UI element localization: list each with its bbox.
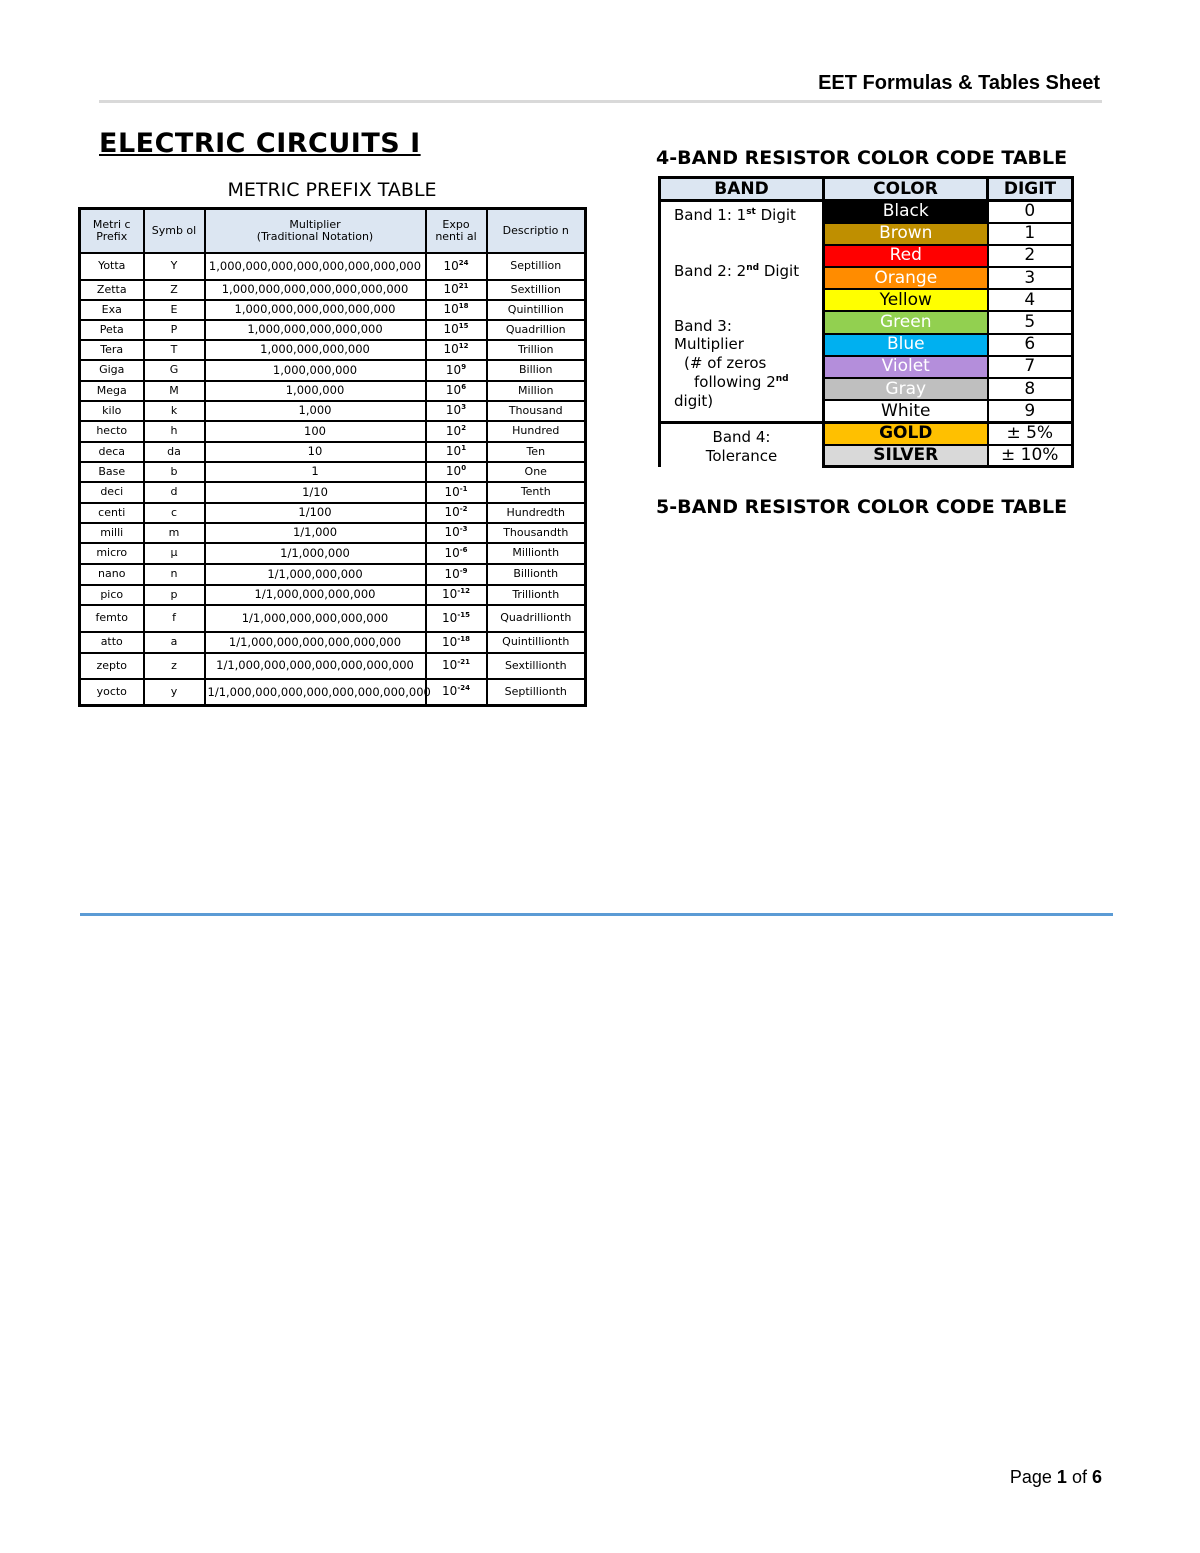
symbol-cell: z [144,653,205,679]
exponent-power: 6 [461,383,467,392]
description-cell: Billionth [487,564,586,585]
prefix-table-row [80,381,586,401]
multiplier-cell: 1/1,000,000,000,000,000 [205,605,426,632]
prefix-cell: Peta [80,320,144,340]
exponent-power: -15 [457,610,470,619]
prefix-cell: pico [80,585,144,605]
multiplier-cell: 1/1,000,000,000,000 [205,585,426,605]
description-cell: Trillion [487,340,586,360]
description-cell: Thousandth [487,523,586,543]
four-band-color-table [658,176,1074,468]
exponent-power: -18 [457,634,470,643]
four-band-caption: 4-BAND RESISTOR COLOR CODE TABLE [656,147,1068,169]
band1-label [674,206,822,225]
prefix-table-row [80,421,586,442]
band-gap [674,225,822,262]
exponent-base: 10 [445,464,462,479]
symbol-cell: m [144,523,205,543]
exponent-cell [426,605,487,632]
col-header-exponential: Expo nenti al [426,209,487,253]
symbol-cell: T [144,340,205,360]
exponent-base: 10 [442,610,458,625]
symbol-cell: c [144,503,205,523]
prefix-cell: Zetta [80,280,144,300]
exponent-base: 10 [443,302,459,317]
exponent-base: 10 [443,342,459,357]
prefix-table-row [80,585,586,605]
symbol-cell: Z [144,280,205,300]
digit-cell: 6 [988,334,1073,356]
tolerance-value: ± 10% [988,445,1073,467]
band2-label [674,262,822,281]
description-cell: Quintillion [487,300,586,320]
color-swatch-blue: Blue [824,334,988,356]
band1-suffix: Digit [755,206,796,224]
tolerance-value: ± 5% [988,422,1073,444]
description-cell: Quadrillionth [487,605,586,632]
exponent-power: -21 [457,658,470,667]
prefix-table-row [80,280,586,300]
color-swatch-yellow: Yellow [824,289,988,311]
exponent-base: 10 [443,322,459,337]
page-label: Page [1009,1467,1052,1487]
prefix-table-row [80,320,586,340]
exponent-base: 10 [442,587,458,602]
prefix-cell: femto [80,605,144,632]
band3-line1: Band 3: [674,316,732,335]
digit-cell: 3 [988,267,1073,289]
tolerance-swatch-silver: SILVER [824,445,988,467]
color-swatch-orange: Orange [824,267,988,289]
multiplier-cell: 1,000,000,000,000,000,000,000,000 [205,253,426,280]
of-label: of [1071,1467,1087,1487]
prefix-table-row [80,253,586,280]
exponent-cell [426,632,487,653]
symbol-cell: d [144,482,205,503]
band3-line4 [674,373,822,392]
exponent-power: -6 [459,545,468,554]
exponent-cell [426,421,487,442]
exponent-base: 10 [443,258,459,273]
color-swatch-black: Black [824,201,988,223]
description-cell: Ten [487,442,586,462]
exponent-cell [426,253,487,280]
exponent-base: 10 [444,505,460,520]
description-cell: Quadrillion [487,320,586,340]
prefix-table-row [80,523,586,543]
symbol-cell: da [144,442,205,462]
symbol-cell: h [144,421,205,442]
digit-cell: 0 [988,201,1073,223]
prefix-cell: zepto [80,653,144,679]
col-header-multiplier [205,209,426,253]
prefix-table-row [80,632,586,653]
page-total: 6 [1091,1467,1102,1487]
multiplier-cell: 1,000 [205,401,426,421]
band4-line1: Band 4: [712,427,771,446]
exponent-base: 10 [444,484,460,499]
multiplier-cell: 1/1,000,000 [205,543,426,564]
multiplier-cell: 1/1,000,000,000 [205,564,426,585]
prefix-cell: Exa [80,300,144,320]
band-gap [674,281,822,317]
prefix-cell: milli [80,523,144,543]
exponent-base: 10 [445,403,462,418]
prefix-table-row [80,653,586,679]
exponent-cell [426,340,487,360]
exponent-base: 10 [445,423,462,438]
multiplier-header-sub: (Traditional Notation) [256,229,374,243]
exponent-power: -12 [457,587,470,596]
digit-cell: 7 [988,356,1073,378]
exponent-power: -9 [459,566,468,575]
multiplier-cell: 1/1,000,000,000,000,000,000 [205,632,426,653]
color-swatch-gray: Gray [824,378,988,400]
multiplier-cell: 10 [205,442,426,462]
description-cell: Billion [487,360,586,381]
band2-text: Band 2: 2 [674,261,747,280]
color-swatch-red: Red [824,245,988,267]
prefix-table-row [80,401,586,421]
prefix-cell: Base [80,462,144,482]
exponent-power: 0 [461,464,467,473]
page-footer [1010,1467,1102,1488]
symbol-cell: P [144,320,205,340]
exponent-cell [426,503,487,523]
description-cell: Sextillion [487,280,586,300]
band3-line4-sup: nd [775,373,789,384]
multiplier-cell: 1/1,000,000,000,000,000,000,000,000 [205,679,426,706]
col-header-color: COLOR [824,178,988,201]
multiplier-cell: 1,000,000,000 [205,360,426,381]
color-swatch-brown: Brown [824,223,988,245]
exponent-power: -3 [459,525,468,534]
tolerance-row [660,422,1073,444]
col-header-prefix: Metri c Prefix [80,209,144,253]
exponent-base: 10 [442,658,458,673]
prefix-table-row [80,300,586,320]
main-heading: ELECTRIC CIRCUITS I [99,128,421,159]
exponent-base: 10 [445,383,462,398]
prefix-table-row [80,462,586,482]
symbol-cell: b [144,462,205,482]
prefix-table-caption: METRIC PREFIX TABLE [227,179,437,201]
prefix-table-row [80,360,586,381]
multiplier-cell: 1/100 [205,503,426,523]
section-divider [80,913,1113,916]
symbol-cell: Y [144,253,205,280]
band3-line3: (# of zeros [684,354,767,372]
description-cell: Quintillionth [487,632,586,653]
prefix-table-row [80,340,586,360]
digit-cell: 9 [988,400,1073,422]
color-row [660,201,1073,223]
tolerance-description-cell [660,422,824,466]
exponent-cell [426,300,487,320]
exponent-power: -2 [459,505,468,514]
prefix-cell: nano [80,564,144,585]
exponent-power: 15 [458,322,469,331]
multiplier-cell: 1,000,000,000,000,000 [205,320,426,340]
exponent-base: 10 [444,566,460,581]
exponent-base: 10 [445,362,462,377]
multiplier-header-label: Multiplier [289,218,341,232]
exponent-cell [426,653,487,679]
band4-line2: Tolerance [705,446,778,465]
multiplier-cell: 1 [205,462,426,482]
exponent-power: 2 [461,423,467,432]
col-header-symbol: Symb ol [144,209,205,253]
exponent-cell [426,679,487,706]
exponent-base: 10 [443,282,459,297]
exponent-cell [426,482,487,503]
color-table-header-row [660,178,1073,201]
prefix-table-header-row [80,209,586,253]
symbol-cell: M [144,381,205,401]
description-cell: Hundred [487,421,586,442]
description-cell: Septillion [487,253,586,280]
color-swatch-white: White [824,400,988,422]
prefix-table-row [80,564,586,585]
header-divider [99,100,1102,103]
prefix-table-row [80,442,586,462]
band3-line5: digit) [674,391,714,410]
exponent-cell [426,360,487,381]
exponent-power: -1 [459,484,468,493]
prefix-cell: yocto [80,679,144,706]
exponent-cell [426,280,487,300]
prefix-table-row [80,503,586,523]
prefix-cell: Giga [80,360,144,381]
exponent-base: 10 [444,525,460,540]
color-swatch-green: Green [824,311,988,333]
symbol-cell: a [144,632,205,653]
symbol-cell: k [144,401,205,421]
symbol-cell: n [144,564,205,585]
description-cell: Million [487,381,586,401]
exponent-cell [426,523,487,543]
multiplier-cell: 1/1,000,000,000,000,000,000,000 [205,653,426,679]
exponent-power: 1 [461,444,467,453]
exponent-cell [426,320,487,340]
exponent-cell [426,564,487,585]
exponent-power: 12 [458,342,469,351]
multiplier-cell: 1,000,000 [205,381,426,401]
digit-cell: 8 [988,378,1073,400]
description-cell: Septillionth [487,679,586,706]
symbol-cell: y [144,679,205,706]
exponent-power: 21 [458,282,469,291]
document-header-title: EET Formulas & Tables Sheet [818,72,1100,94]
prefix-cell: Tera [80,340,144,360]
exponent-base: 10 [444,545,460,560]
exponent-power: 9 [461,362,467,371]
multiplier-cell: 1,000,000,000,000 [205,340,426,360]
exponent-power: -24 [457,684,470,693]
prefix-table-row [80,679,586,706]
multiplier-cell: 1,000,000,000,000,000,000,000 [205,280,426,300]
prefix-cell: Yotta [80,253,144,280]
exponent-cell [426,543,487,564]
exponent-cell [426,585,487,605]
band2-sup: nd [746,262,760,273]
description-cell: Sextillionth [487,653,586,679]
symbol-cell: p [144,585,205,605]
symbol-cell: G [144,360,205,381]
prefix-cell: deci [80,482,144,503]
prefix-cell: hecto [80,421,144,442]
digit-cell: 2 [988,245,1073,267]
description-cell: Millionth [487,543,586,564]
symbol-cell: E [144,300,205,320]
band1-text: Band 1: 1 [674,206,747,224]
band1-sup: st [746,207,756,217]
multiplier-cell: 1/10 [205,482,426,503]
prefix-cell: kilo [80,401,144,421]
band3-line4-text: following 2 [694,372,776,391]
col-header-band: BAND [660,178,824,201]
digit-cell: 5 [988,311,1073,333]
description-cell: Thousand [487,401,586,421]
description-cell: Tenth [487,482,586,503]
exponent-base: 10 [442,684,458,699]
description-cell: Trillionth [487,585,586,605]
exponent-power: 24 [458,258,469,267]
description-cell: One [487,462,586,482]
multiplier-cell: 100 [205,421,426,442]
symbol-cell: μ [144,543,205,564]
five-band-caption: 5-BAND RESISTOR COLOR CODE TABLE [656,496,1068,518]
band3-line2: Multiplier [674,335,744,354]
exponent-power: 18 [458,302,469,311]
exponent-cell [426,442,487,462]
metric-prefix-table [78,207,587,707]
digit-cell: 1 [988,223,1073,245]
description-cell: Hundredth [487,503,586,523]
prefix-cell: Mega [80,381,144,401]
color-swatch-violet: Violet [824,356,988,378]
page-number: 1 [1056,1467,1067,1487]
exponent-cell [426,462,487,482]
exponent-base: 10 [442,634,458,649]
tolerance-swatch-gold: GOLD [824,422,988,444]
exponent-cell [426,381,487,401]
multiplier-cell: 1,000,000,000,000,000,000 [205,300,426,320]
band-description-cell [660,201,824,423]
col-header-digit: DIGIT [988,178,1073,201]
prefix-table-row [80,543,586,564]
prefix-cell: deca [80,442,144,462]
exponent-base: 10 [445,444,462,459]
exponent-power: 3 [461,403,467,412]
band2-suffix: Digit [759,261,800,280]
prefix-table-row [80,482,586,503]
multiplier-cell: 1/1,000 [205,523,426,543]
exponent-cell [426,401,487,421]
symbol-cell: f [144,605,205,632]
col-header-description: Descriptio n [487,209,586,253]
digit-cell: 4 [988,289,1073,311]
prefix-table-row [80,605,586,632]
prefix-cell: centi [80,503,144,523]
prefix-cell: micro [80,543,144,564]
prefix-cell: atto [80,632,144,653]
